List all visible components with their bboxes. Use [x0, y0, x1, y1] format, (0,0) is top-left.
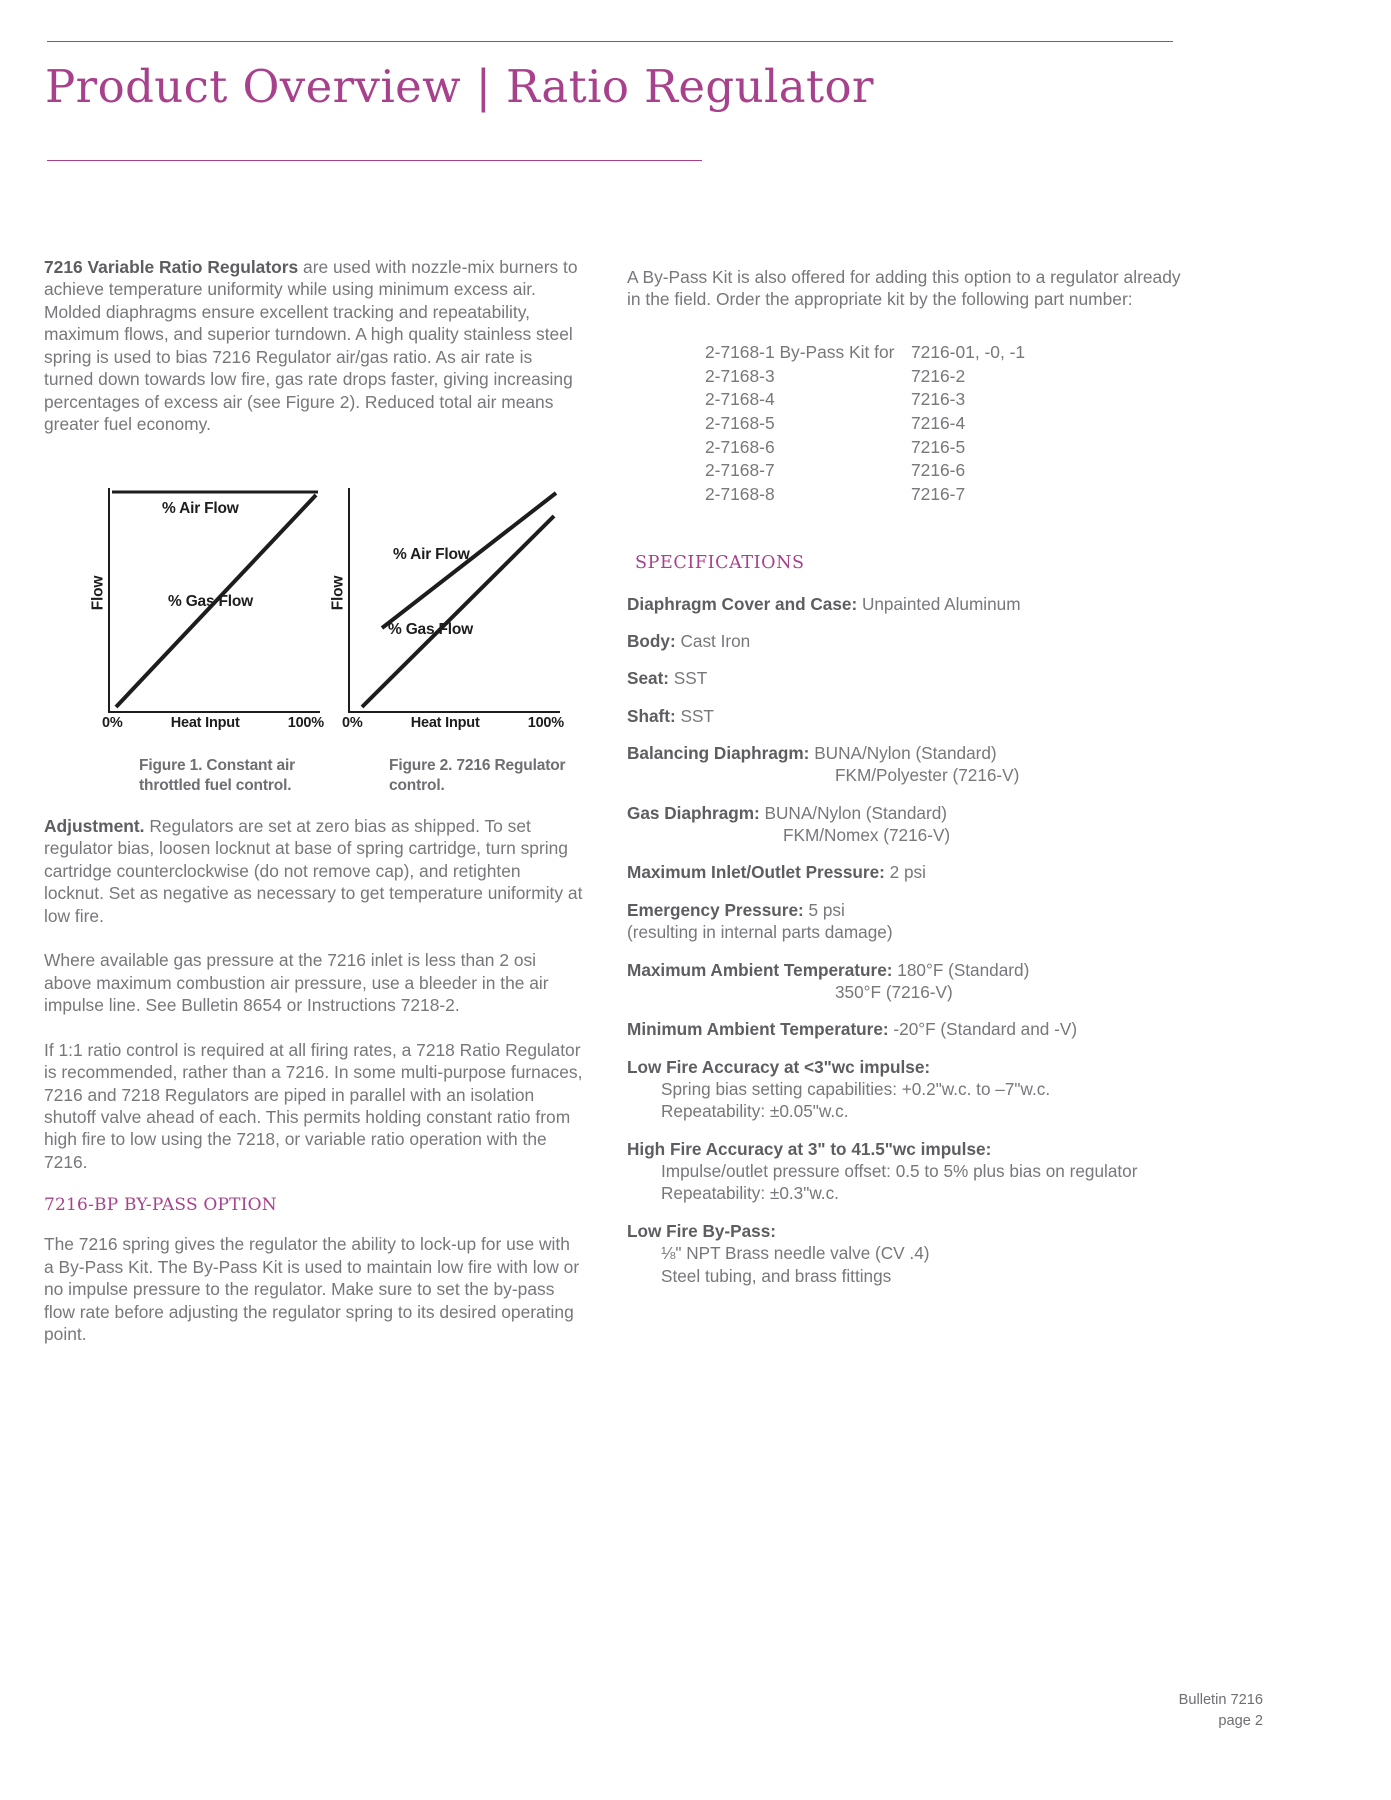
part-row — [705, 436, 1187, 460]
figure-1-plot-area — [108, 488, 320, 713]
figure-2-x-axis-label: Heat Input — [410, 715, 480, 731]
figure-2-caption: Figure 2. 7216 Regulator control. — [389, 757, 566, 794]
footer-page-number: page 2 — [1218, 1712, 1263, 1729]
spec-value: Cast Iron — [675, 630, 751, 651]
figure-1-x-max: 100% — [287, 715, 324, 731]
spec-value: SST — [669, 668, 708, 689]
spec-key: Shaft: — [627, 705, 676, 726]
figure-1-y-axis-label: Flow — [89, 575, 107, 611]
spec-key: Diaphragm Cover and Case: — [627, 593, 858, 614]
spec-body — [627, 630, 1187, 652]
spec-gas-diaphragm — [627, 802, 1187, 847]
figure-2-x-max: 100% — [527, 715, 564, 731]
spec-value: Unpainted Aluminum — [857, 593, 1021, 614]
spec-value-continued: 350°F (7216-V) — [835, 981, 953, 1002]
spec-key: Minimum Ambient Temperature: — [627, 1019, 889, 1040]
spec-value: BUNA/Nylon (Standard) — [759, 802, 947, 823]
spec-low-fire-accuracy — [627, 1056, 1187, 1123]
part-regulator: 7216-3 — [911, 389, 966, 410]
figure-1-caption: Figure 1. Constant air throttled fuel control. — [139, 757, 296, 794]
spec-key: Seat: — [627, 668, 670, 689]
spec-balancing-diaphragm — [627, 742, 1187, 787]
spec-value: 5 psi — [803, 899, 845, 920]
part-row — [705, 459, 1187, 483]
spec-note: (resulting in internal parts damage) — [627, 922, 893, 943]
part-regulator: 7216-5 — [911, 436, 966, 457]
page-footer — [1179, 1690, 1263, 1732]
spec-value: BUNA/Nylon (Standard) — [809, 743, 997, 764]
part-row — [705, 412, 1187, 436]
figure-1 — [89, 488, 339, 738]
figure-2 — [329, 488, 579, 738]
spec-sub-line: ⅛" NPT Brass needle valve (CV .4) — [661, 1243, 930, 1264]
part-row — [705, 388, 1187, 412]
part-row — [705, 341, 1187, 365]
figure-2-series-lines — [350, 488, 560, 711]
left-column-bottom — [44, 815, 584, 1346]
part-kit: 2-7168-6 — [705, 436, 775, 457]
spec-key: Low Fire Accuracy at <3"wc impulse: — [627, 1056, 931, 1077]
spec-key: Maximum Ambient Temperature: — [627, 959, 893, 980]
bypass-option-heading: 7216-BP BY-PASS OPTION — [44, 1195, 277, 1216]
figure-1-gas-flow-label: % Gas Flow — [168, 593, 253, 610]
adjustment-paragraph — [44, 815, 584, 927]
part-kit: 2-7168-8 — [705, 483, 775, 504]
adjustment-rest: Regulators are set at zero bias as shipped. To set regulator bias, loosen locknut at base of spring cartridge, turn spring cartridge counterclockwise (do not remove cap), and retighten locknut. Set as negative as necessary to get temperature uniformity at low fire. — [44, 816, 583, 926]
part-regulator: 7216-4 — [911, 412, 966, 433]
figure-1-x-axis — [102, 715, 324, 731]
bypass-kit-intro: A By-Pass Kit is also offered for adding this option to a regulator already in the field. Order the appropriate kit by the following part number: — [627, 267, 1181, 310]
figure-2-gas-flow-label: % Gas Flow — [388, 621, 473, 638]
spec-value-continued: FKM/Nomex (7216-V) — [783, 825, 951, 846]
spec-diaphragm-cover — [627, 593, 1187, 615]
figure-2-plot-area — [348, 488, 560, 713]
part-regulator: 7216-7 — [911, 483, 966, 504]
figure-1-x-axis-label: Heat Input — [170, 715, 240, 731]
spec-sub-line: Steel tubing, and brass fittings — [661, 1265, 892, 1286]
adjustment-lead-bold: Adjustment. — [44, 816, 145, 836]
spec-value: 2 psi — [884, 862, 926, 883]
footer-bulletin: Bulletin 7216 — [1178, 1691, 1263, 1708]
figure-2-x-axis — [342, 715, 564, 731]
ratio-control-paragraph: If 1:1 ratio control is required at all firing rates, a 7218 Ratio Regulator is recommended, rather than a 7216. In some multi-purpose furnaces, 7216 and 7218 Regulators are piped in parallel with an isolation shutoff valve ahead of each. This permits holding constant ratio from high fire to low using the 7218, or variable ratio operation with the 7216. — [44, 1039, 583, 1172]
spec-value: SST — [675, 705, 714, 726]
bleeder-paragraph: Where available gas pressure at the 7216 inlet is less than 2 osi above maximum combustion air pressure, use a bleeder in the air impulse line. See Bulletin 8654 or Instructions 7218-2. — [44, 950, 549, 1016]
spec-key: High Fire Accuracy at 3" to 41.5"wc impulse: — [627, 1138, 992, 1159]
figure-2-y-axis-label: Flow — [329, 575, 347, 611]
part-regulator: 7216-2 — [911, 365, 966, 386]
figure-2-x-min: 0% — [342, 715, 363, 731]
intro-rest: are used with nozzle-mix burners to achieve temperature uniformity while using minimum excess air. Molded diaphragms ensure excellent tracking and repeatability, maximum flows, and superior turndown. A high quality stainless steel spring is used to bias 7216 Regulator air/gas ratio. As air rate is turned down towards low fire, gas rate drops faster, giving increasing percentages of excess air (see Figure 2). Reduced total air means greater fuel economy. — [44, 257, 578, 435]
spec-high-fire-accuracy — [627, 1138, 1187, 1205]
bypass-paragraph: The 7216 spring gives the regulator the ability to lock-up for use with a By-Pass Kit. The By-Pass Kit is used to maintain low fire with low or no impulse pressure to the regulator. Make sure to set the by-pass flow rate before adjusting the regulator spring to its desired operating point. — [44, 1234, 580, 1345]
spec-max-temperature — [627, 959, 1187, 1004]
intro-paragraph — [44, 256, 581, 436]
part-kit: 2-7168-5 — [705, 412, 775, 433]
spec-min-temperature — [627, 1018, 1187, 1040]
header-rule-bottom — [47, 160, 702, 161]
spec-emergency-pressure — [627, 899, 1187, 944]
spec-sub-line: Repeatability: ±0.05"w.c. — [661, 1101, 849, 1122]
spec-value: 180°F (Standard) — [892, 959, 1030, 980]
spec-sub-line: Impulse/outlet pressure offset: 0.5 to 5% plus bias on regulator — [661, 1161, 1138, 1182]
spec-key: Low Fire By-Pass: — [627, 1220, 776, 1241]
spec-max-pressure — [627, 861, 1187, 883]
spec-key: Gas Diaphragm: — [627, 802, 760, 823]
spec-value: -20°F (Standard and -V) — [888, 1019, 1078, 1040]
spec-sub-line: Repeatability: ±0.3"w.c. — [661, 1183, 839, 1204]
specifications-heading: SPECIFICATIONS — [635, 552, 805, 573]
part-row — [705, 365, 1187, 389]
spec-sub-line: Spring bias setting capabilities: +0.2"w.c. to –7"w.c. — [661, 1079, 1051, 1099]
part-row — [705, 483, 1187, 507]
spec-key: Balancing Diaphragm: — [627, 743, 810, 764]
spec-key: Body: — [627, 630, 676, 651]
spec-key: Emergency Pressure: — [627, 899, 804, 920]
spec-seat — [627, 667, 1187, 689]
right-column — [627, 266, 1187, 1302]
part-regulator: 7216-01, -0, -1 — [911, 341, 1026, 362]
spec-low-fire-bypass — [627, 1220, 1187, 1287]
page-title: Product Overview | Ratio Regulator — [45, 60, 874, 113]
intro-lead-bold: 7216 Variable Ratio Regulators — [44, 257, 299, 277]
spec-shaft — [627, 705, 1187, 727]
figures-group — [44, 488, 584, 794]
figure-1-air-flow-label: % Air Flow — [162, 500, 239, 517]
part-kit: 2-7168-7 — [705, 460, 775, 481]
spec-value-continued: FKM/Polyester (7216-V) — [835, 765, 1020, 786]
part-kit: 2-7168-4 — [705, 389, 775, 410]
part-kit: 2-7168-1 By-Pass Kit for — [705, 341, 895, 362]
part-number-list — [627, 341, 1187, 507]
figure-1-x-min: 0% — [102, 715, 123, 731]
left-column-top — [44, 256, 581, 458]
figure-2-air-flow-label: % Air Flow — [393, 546, 470, 563]
part-regulator: 7216-6 — [911, 460, 966, 481]
spec-key: Maximum Inlet/Outlet Pressure: — [627, 862, 885, 883]
header-rule-top — [47, 41, 1173, 42]
part-kit: 2-7168-3 — [705, 365, 775, 386]
